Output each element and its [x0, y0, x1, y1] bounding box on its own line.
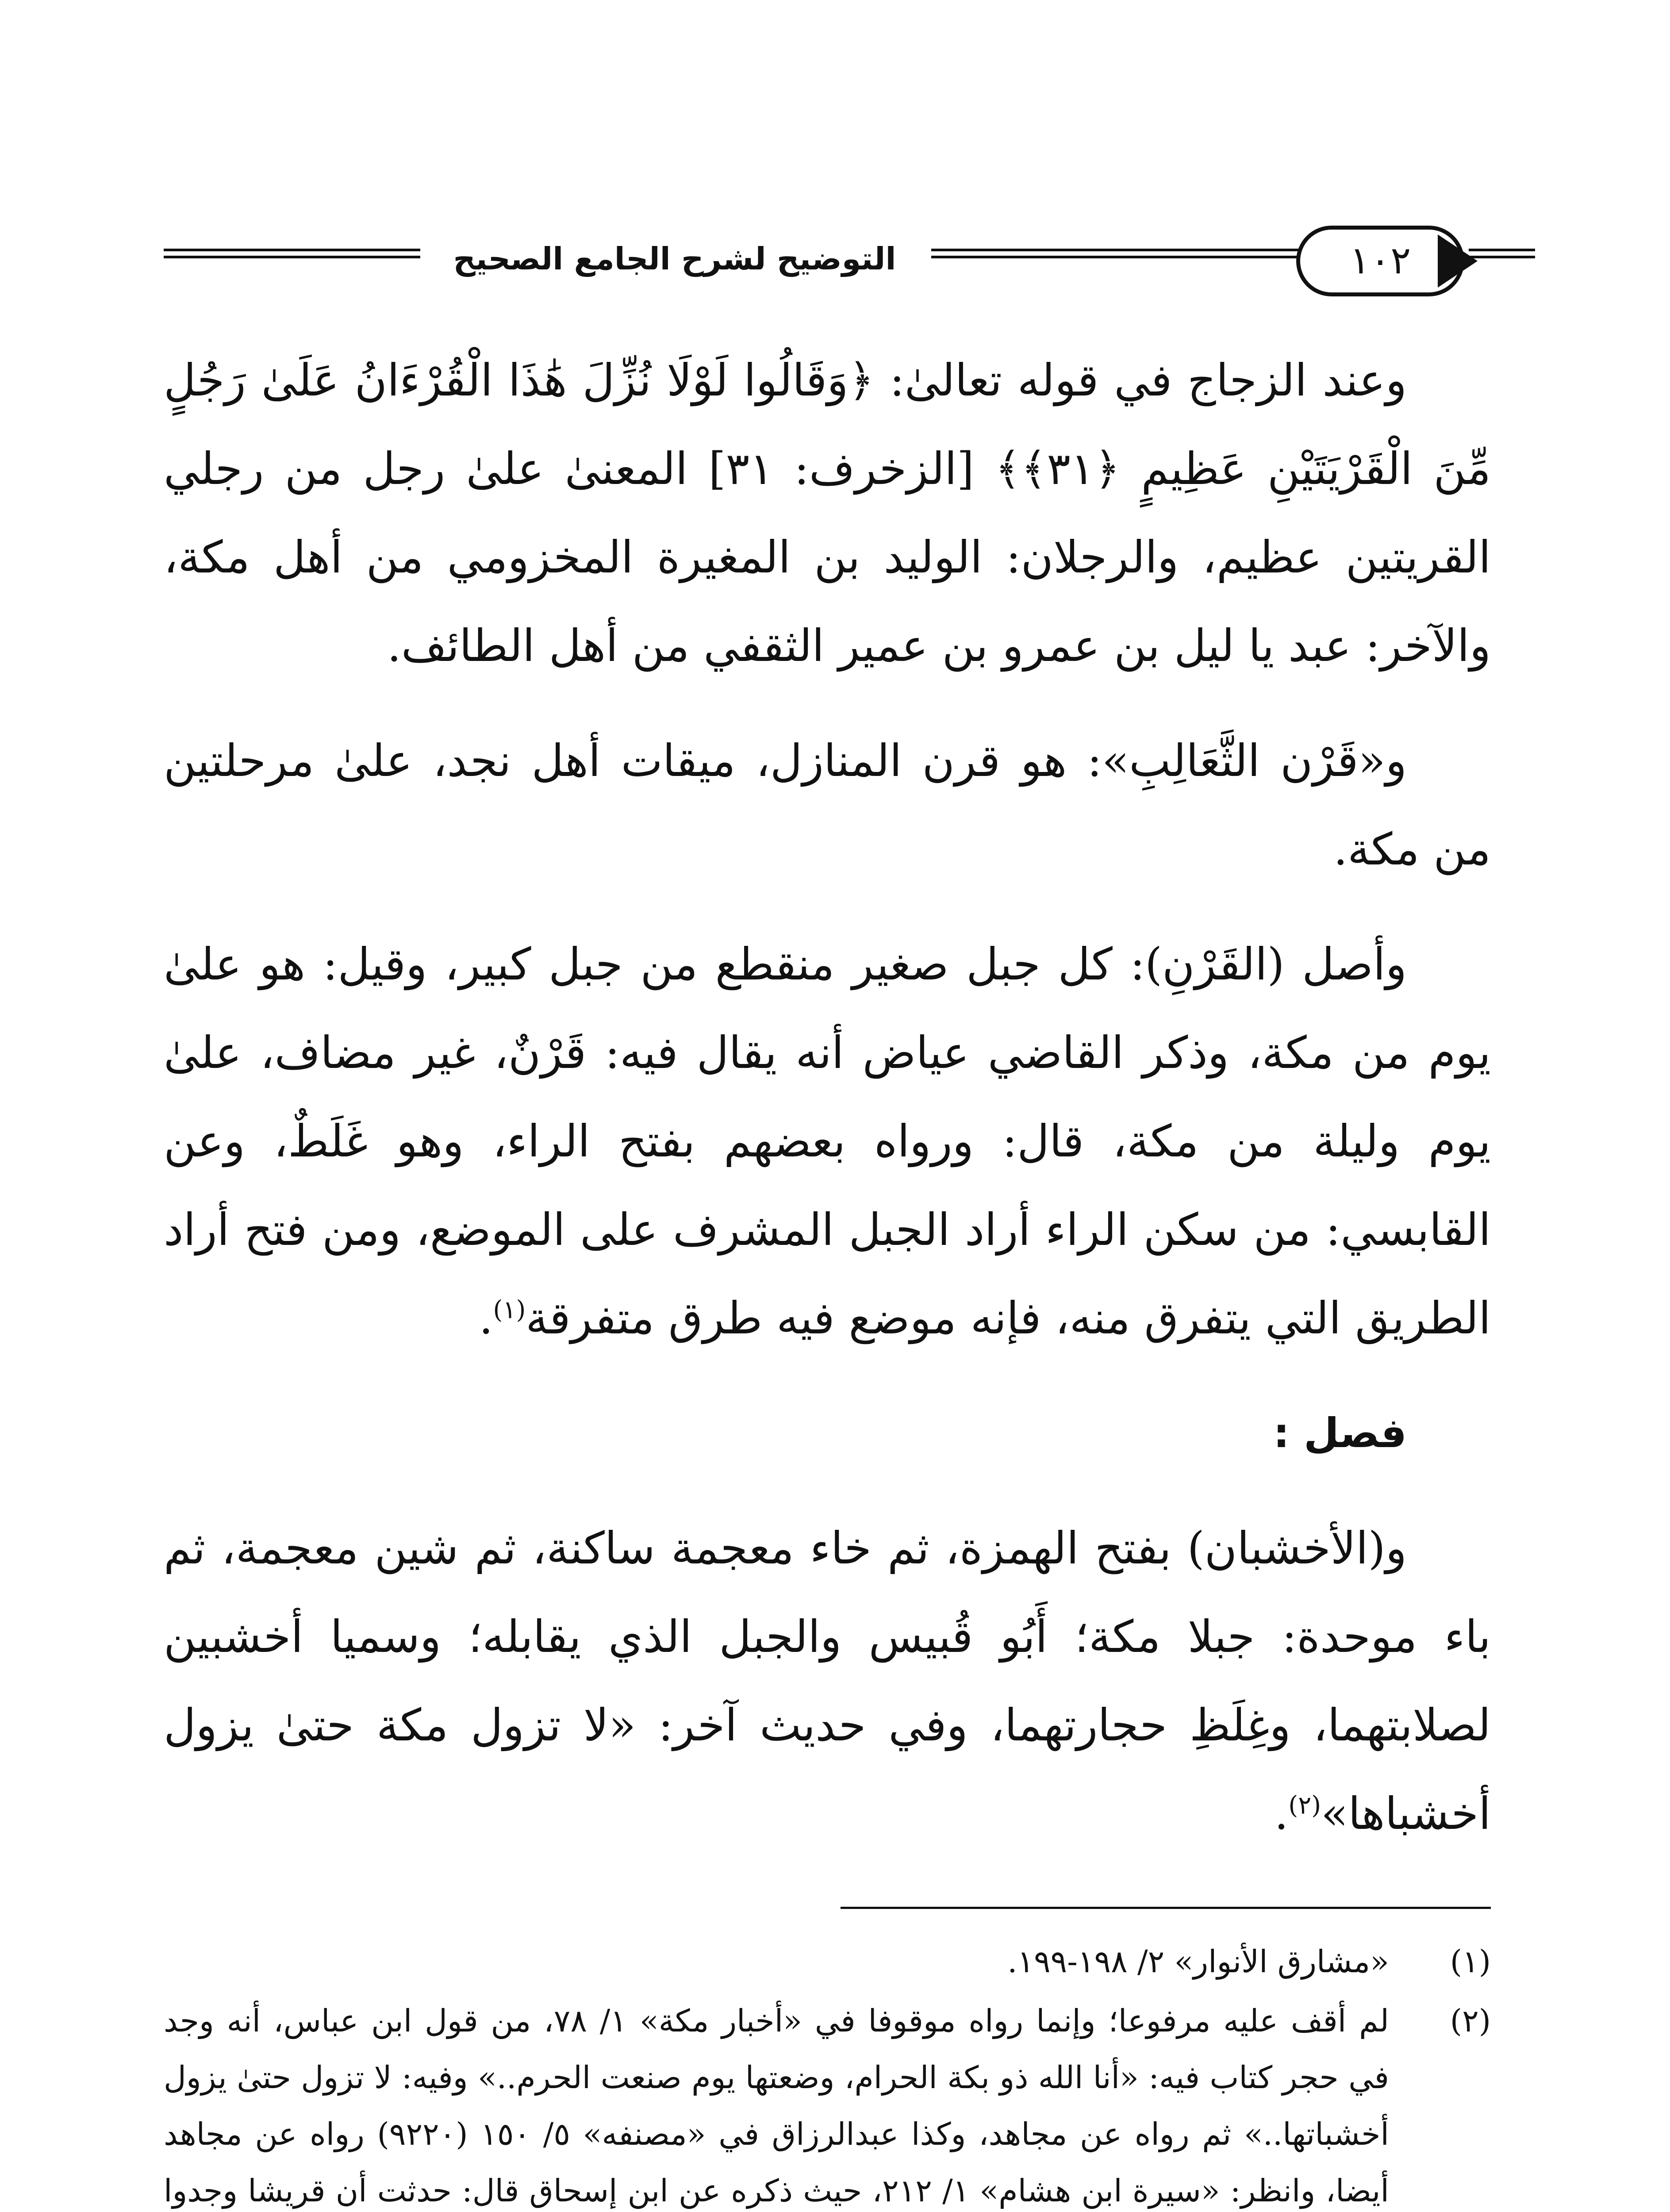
- paragraph-asl-alqarn: [164, 920, 1491, 1363]
- footnote-number: (٢): [1450, 2003, 1491, 2039]
- footnote-ref-1[interactable]: (١): [493, 1295, 526, 1325]
- header-rule-right: [1469, 249, 1535, 251]
- header-rule-left: [164, 249, 420, 251]
- paragraph-akhshaban: [164, 1504, 1491, 1858]
- section-heading-fasl: فصل :: [1273, 1409, 1407, 1457]
- footnote-2: [164, 1993, 1491, 2212]
- footnote-separator: [841, 1907, 1491, 1909]
- main-text: [164, 336, 1491, 1885]
- footnote-1: [164, 1933, 1491, 1990]
- footnote-text: «مشارق الأنوار» ٢/ ١٩٨-١٩٩.: [1007, 1943, 1389, 1980]
- header-rule-middle: [931, 249, 1298, 251]
- footnote-ref-2[interactable]: (٢): [1288, 1791, 1321, 1820]
- footnotes: [164, 1933, 1491, 2212]
- paragraph-qarn-althaalib: و«قَرْن الثَّعَالِبِ»: هو قرن المنازل، ميقات أهل نجد، علىٰ مرحلتين من مكة.: [164, 735, 1491, 875]
- footnote-number: (١): [1450, 1943, 1491, 1980]
- page-number: ١٠٢: [1296, 226, 1464, 296]
- paragraph-akhshaban-end: .: [1274, 1788, 1289, 1839]
- running-header: [164, 221, 1535, 305]
- paragraph-asl-alqarn-end: .: [479, 1292, 493, 1344]
- paragraph-asl-alqarn-text: وأصل (القَرْنِ): كل جبل صغير منقطع من جبل كبير، وقيل: هو علىٰ يوم من مكة، وذكر القاضي عياض أنه يقال فيه: قَرْنٌ، غير مضاف، علىٰ يوم وليلة من مكة، قال: ورواه بعضهم بفتح الراء، وهو غَلَطٌ، وعن القابسي: من سكن الراء أراد الجبل المشرف على الموضع، ومن فتح أراد الطريق التي يتفرق منه، فإنه موضع فيه طرق متفرقة: [164, 938, 1491, 1344]
- footnote-text: لم أقف عليه مرفوعا؛ وإنما رواه موقوفا في «أخبار مكة» ١/ ٧٨، من قول ابن عباس، أنه وجد في حجر كتاب فيه: «أنا الله ذو بكة الحرام، وضعتها يوم صنعت الحرم..» وفيه: لا تزول حتىٰ يزول أخشباتها..» ثم رواه عن مجاهد، وكذا عبدالرزاق في «مصنفه» ٥/ ١٥٠ (٩٢٢٠) رواه عن مجاهد أيضا، وانظر: «سيرة ابن هشام» ١/ ٢١٢، حيث ذكره عن ابن إسحاق قال: حدثت أن قريشا وجدوا: [164, 2003, 1389, 2209]
- paragraph-akhshaban-text: و(الأخشبان) بفتح الهمزة، ثم خاء معجمة ساكنة، ثم شين معجمة، ثم باء موحدة: جبلا مكة؛ أَبُو قُبيس والجبل الذي يقابله؛ وسميا أخشبين لصلابتهما، وغِلَظِ حجارتهما، وفي حديث آخر: «لا تزول مكة حتىٰ يزول أخشباها»: [164, 1522, 1491, 1839]
- running-header-title: التوضيح لشرح الجامع الصحيح: [453, 241, 896, 277]
- paragraph-zajjaj: وعند الزجاج في قوله تعالىٰ: ﴿وَقَالُوا لَوْلَا نُزِّلَ هَٰذَا الْقُرْءَانُ عَلَىٰ رَجُلٍ مِّنَ الْقَرْيَتَيْنِ عَظِيمٍ ﴿٣١﴾﴾ [الزخرف: ٣١] المعنىٰ علىٰ رجل من رجلي القريتين عظيم، والرجلان: الوليد بن المغيرة المخزومي من أهل مكة، والآخر: عبد يا ليل بن عمرو بن عمير الثقفي من أهل الطائف.: [164, 354, 1491, 672]
- page-number-ornament: [1438, 234, 1478, 288]
